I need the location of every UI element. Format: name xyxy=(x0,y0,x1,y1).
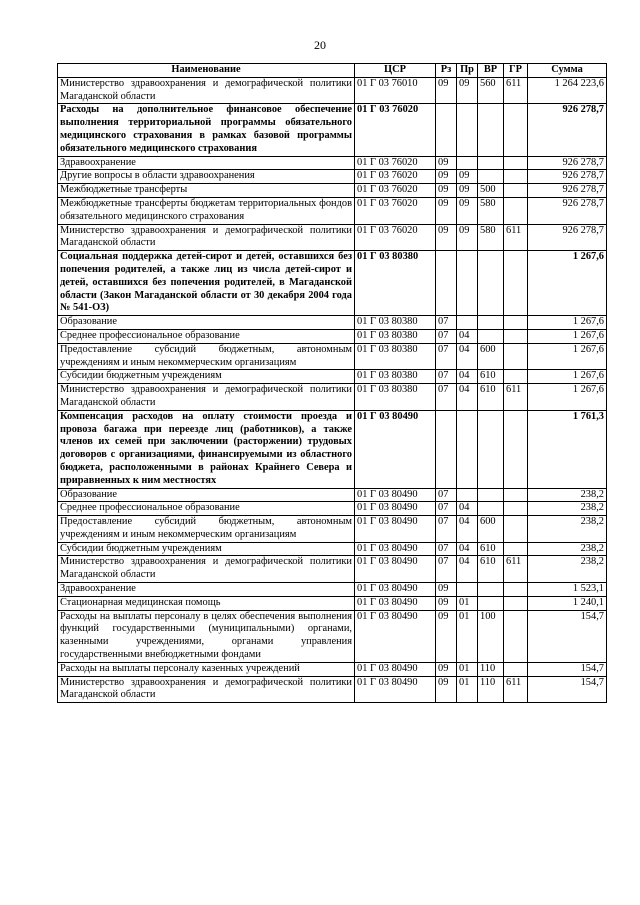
cell-rz: 07 xyxy=(436,384,457,411)
cell-gr: 611 xyxy=(504,384,528,411)
cell-gr xyxy=(504,542,528,556)
cell-vr: 580 xyxy=(478,197,504,224)
cell-csr: 01 Г 03 80380 xyxy=(355,343,436,370)
cell-gr xyxy=(504,197,528,224)
header-name: Наименование xyxy=(58,64,355,78)
cell-vr xyxy=(478,410,504,488)
cell-vr xyxy=(478,596,504,610)
cell-csr: 01 Г 03 76020 xyxy=(355,104,436,156)
cell-csr: 01 Г 03 80490 xyxy=(355,662,436,676)
table-row xyxy=(58,542,607,556)
table-row xyxy=(58,329,607,343)
cell-gr xyxy=(504,410,528,488)
cell-pr: 09 xyxy=(457,77,478,104)
cell-sum: 1 267,6 xyxy=(528,329,607,343)
cell-pr xyxy=(457,410,478,488)
cell-pr xyxy=(457,488,478,502)
cell-csr: 01 Г 03 80490 xyxy=(355,502,436,516)
cell-vr: 610 xyxy=(478,384,504,411)
table-row xyxy=(58,556,607,583)
cell-gr xyxy=(504,516,528,543)
cell-name: Министерство здравоохранения и демографической политики Магаданской области xyxy=(58,384,355,411)
table-row xyxy=(58,170,607,184)
cell-rz: 09 xyxy=(436,197,457,224)
header-row xyxy=(58,64,607,78)
cell-sum: 926 278,7 xyxy=(528,170,607,184)
cell-name: Министерство здравоохранения и демографической политики Магаданской области xyxy=(58,77,355,104)
table-body xyxy=(58,77,607,702)
cell-name: Министерство здравоохранения и демографической политики Магаданской области xyxy=(58,676,355,703)
cell-sum: 926 278,7 xyxy=(528,104,607,156)
cell-csr: 01 Г 03 80380 xyxy=(355,316,436,330)
cell-rz xyxy=(436,410,457,488)
cell-pr: 04 xyxy=(457,516,478,543)
cell-gr: 611 xyxy=(504,676,528,703)
cell-name: Здравоохранение xyxy=(58,583,355,597)
cell-vr xyxy=(478,104,504,156)
table-row xyxy=(58,516,607,543)
cell-sum: 1 267,6 xyxy=(528,316,607,330)
cell-pr: 01 xyxy=(457,596,478,610)
cell-name: Стационарная медицинская помощь xyxy=(58,596,355,610)
cell-csr: 01 Г 03 80490 xyxy=(355,516,436,543)
table-row xyxy=(58,251,607,316)
table-row xyxy=(58,662,607,676)
cell-rz xyxy=(436,104,457,156)
cell-pr: 09 xyxy=(457,184,478,198)
table-row xyxy=(58,410,607,488)
cell-name: Образование xyxy=(58,316,355,330)
cell-rz: 09 xyxy=(436,224,457,251)
table-row xyxy=(58,104,607,156)
cell-gr xyxy=(504,488,528,502)
cell-name: Министерство здравоохранения и демографической политики Магаданской области xyxy=(58,556,355,583)
table-row xyxy=(58,583,607,597)
page-number: 20 xyxy=(314,38,326,52)
cell-rz: 09 xyxy=(436,610,457,662)
cell-rz xyxy=(436,251,457,316)
cell-vr xyxy=(478,329,504,343)
cell-pr: 04 xyxy=(457,502,478,516)
cell-csr: 01 Г 03 76020 xyxy=(355,184,436,198)
cell-pr xyxy=(457,583,478,597)
cell-csr: 01 Г 03 80380 xyxy=(355,251,436,316)
cell-pr xyxy=(457,251,478,316)
cell-vr xyxy=(478,502,504,516)
cell-pr: 04 xyxy=(457,370,478,384)
cell-rz: 07 xyxy=(436,316,457,330)
cell-gr: 611 xyxy=(504,224,528,251)
cell-rz: 07 xyxy=(436,556,457,583)
cell-sum: 154,7 xyxy=(528,610,607,662)
cell-csr: 01 Г 03 80490 xyxy=(355,676,436,703)
cell-rz: 09 xyxy=(436,583,457,597)
cell-sum: 154,7 xyxy=(528,662,607,676)
table-row xyxy=(58,316,607,330)
cell-gr xyxy=(504,170,528,184)
cell-sum: 238,2 xyxy=(528,502,607,516)
cell-pr: 01 xyxy=(457,676,478,703)
cell-pr: 04 xyxy=(457,343,478,370)
table-row xyxy=(58,156,607,170)
cell-pr: 04 xyxy=(457,384,478,411)
table-row xyxy=(58,488,607,502)
cell-rz: 09 xyxy=(436,77,457,104)
cell-gr xyxy=(504,104,528,156)
cell-pr: 01 xyxy=(457,610,478,662)
cell-vr xyxy=(478,156,504,170)
cell-sum: 926 278,7 xyxy=(528,184,607,198)
cell-csr: 01 Г 03 80490 xyxy=(355,410,436,488)
cell-gr xyxy=(504,251,528,316)
cell-sum: 926 278,7 xyxy=(528,197,607,224)
cell-csr: 01 Г 03 76020 xyxy=(355,224,436,251)
cell-csr: 01 Г 03 80490 xyxy=(355,583,436,597)
header-gr: ГР xyxy=(504,64,528,78)
cell-rz: 07 xyxy=(436,542,457,556)
cell-csr: 01 Г 03 80380 xyxy=(355,384,436,411)
cell-name: Здравоохранение xyxy=(58,156,355,170)
cell-gr xyxy=(504,610,528,662)
cell-name: Министерство здравоохранения и демографической политики Магаданской области xyxy=(58,224,355,251)
cell-name: Другие вопросы в области здравоохранения xyxy=(58,170,355,184)
cell-rz: 07 xyxy=(436,502,457,516)
cell-gr xyxy=(504,583,528,597)
cell-vr: 600 xyxy=(478,516,504,543)
cell-sum: 1 267,6 xyxy=(528,343,607,370)
cell-name: Социальная поддержка детей-сирот и детей, оставшихся без попечения родителей, а также лиц из числа детей-сирот и детей, оставшихся без попечения родителей, в Магаданской области (Закон Магаданской области от 30 декабря 2004 года № 541-ОЗ) xyxy=(58,251,355,316)
cell-vr: 110 xyxy=(478,662,504,676)
header-sum: Сумма xyxy=(528,64,607,78)
cell-gr xyxy=(504,156,528,170)
cell-gr xyxy=(504,329,528,343)
header-rz: Рз xyxy=(436,64,457,78)
cell-vr: 580 xyxy=(478,224,504,251)
cell-sum: 1 267,6 xyxy=(528,370,607,384)
cell-gr xyxy=(504,662,528,676)
cell-vr: 560 xyxy=(478,77,504,104)
cell-vr: 500 xyxy=(478,184,504,198)
cell-rz: 09 xyxy=(436,596,457,610)
cell-name: Предоставление субсидий бюджетным, автономным учреждениям и иным некоммерческим организациям xyxy=(58,516,355,543)
table-row xyxy=(58,184,607,198)
cell-name: Среднее профессиональное образование xyxy=(58,502,355,516)
cell-pr xyxy=(457,156,478,170)
cell-rz: 09 xyxy=(436,184,457,198)
cell-sum: 1 240,1 xyxy=(528,596,607,610)
cell-sum: 238,2 xyxy=(528,556,607,583)
cell-pr xyxy=(457,104,478,156)
cell-rz: 07 xyxy=(436,516,457,543)
table-row xyxy=(58,224,607,251)
cell-name: Компенсация расходов на оплату стоимости проезда и провоза багажа при переезде лиц (работников), а также членов их семей при заключении (расторжении) трудовых договоров с организациями, финансируемыми из областного бюджета, расположенными в районах Крайнего Севера и приравненных к ним местностях xyxy=(58,410,355,488)
cell-csr: 01 Г 03 76020 xyxy=(355,197,436,224)
cell-pr: 04 xyxy=(457,556,478,583)
cell-vr: 610 xyxy=(478,542,504,556)
cell-vr: 100 xyxy=(478,610,504,662)
cell-pr: 09 xyxy=(457,197,478,224)
cell-rz: 09 xyxy=(436,662,457,676)
table-row xyxy=(58,343,607,370)
cell-csr: 01 Г 03 80490 xyxy=(355,488,436,502)
cell-csr: 01 Г 03 80490 xyxy=(355,610,436,662)
cell-vr xyxy=(478,251,504,316)
cell-pr: 09 xyxy=(457,170,478,184)
cell-name: Межбюджетные трансферты бюджетам территориальных фондов обязательного медицинского страхования xyxy=(58,197,355,224)
table-row xyxy=(58,384,607,411)
cell-csr: 01 Г 03 80490 xyxy=(355,596,436,610)
cell-name: Межбюджетные трансферты xyxy=(58,184,355,198)
table-row xyxy=(58,676,607,703)
cell-csr: 01 Г 03 80490 xyxy=(355,542,436,556)
cell-pr: 01 xyxy=(457,662,478,676)
cell-csr: 01 Г 03 76020 xyxy=(355,156,436,170)
cell-vr: 600 xyxy=(478,343,504,370)
cell-gr: 611 xyxy=(504,556,528,583)
cell-rz: 09 xyxy=(436,676,457,703)
cell-sum: 1 267,6 xyxy=(528,384,607,411)
header-csr: ЦСР xyxy=(355,64,436,78)
cell-pr: 04 xyxy=(457,542,478,556)
cell-csr: 01 Г 03 76010 xyxy=(355,77,436,104)
cell-gr: 611 xyxy=(504,77,528,104)
cell-sum: 1 264 223,6 xyxy=(528,77,607,104)
cell-vr xyxy=(478,316,504,330)
cell-name: Образование xyxy=(58,488,355,502)
cell-vr xyxy=(478,170,504,184)
header-pr: Пр xyxy=(457,64,478,78)
cell-pr: 04 xyxy=(457,329,478,343)
cell-csr: 01 Г 03 76020 xyxy=(355,170,436,184)
cell-rz: 09 xyxy=(436,156,457,170)
table-row xyxy=(58,370,607,384)
cell-gr xyxy=(504,596,528,610)
cell-vr: 110 xyxy=(478,676,504,703)
cell-sum: 238,2 xyxy=(528,516,607,543)
cell-gr xyxy=(504,343,528,370)
cell-csr: 01 Г 03 80380 xyxy=(355,329,436,343)
cell-sum: 238,2 xyxy=(528,542,607,556)
cell-name: Расходы на выплаты персоналу в целях обеспечения выполнения функций государственными (муниципальными) органами, казенными учреждениями, органами управления государственными внебюджетными фондами xyxy=(58,610,355,662)
table-row xyxy=(58,77,607,104)
cell-vr xyxy=(478,488,504,502)
cell-vr: 610 xyxy=(478,556,504,583)
table-row xyxy=(58,596,607,610)
cell-vr: 610 xyxy=(478,370,504,384)
cell-sum: 1 267,6 xyxy=(528,251,607,316)
cell-rz: 07 xyxy=(436,329,457,343)
cell-sum: 154,7 xyxy=(528,676,607,703)
cell-pr: 09 xyxy=(457,224,478,251)
cell-name: Расходы на выплаты персоналу казенных учреждений xyxy=(58,662,355,676)
cell-sum: 926 278,7 xyxy=(528,156,607,170)
cell-sum: 926 278,7 xyxy=(528,224,607,251)
cell-sum: 1 523,1 xyxy=(528,583,607,597)
cell-name: Среднее профессиональное образование xyxy=(58,329,355,343)
cell-sum: 238,2 xyxy=(528,488,607,502)
cell-gr xyxy=(504,316,528,330)
header-vr: ВР xyxy=(478,64,504,78)
budget-table xyxy=(57,63,607,703)
cell-csr: 01 Г 03 80380 xyxy=(355,370,436,384)
cell-vr xyxy=(478,583,504,597)
cell-sum: 1 761,3 xyxy=(528,410,607,488)
cell-name: Субсидии бюджетным учреждениям xyxy=(58,542,355,556)
cell-rz: 07 xyxy=(436,370,457,384)
table-row xyxy=(58,197,607,224)
cell-rz: 09 xyxy=(436,170,457,184)
cell-gr xyxy=(504,502,528,516)
table-row xyxy=(58,502,607,516)
cell-name: Предоставление субсидий бюджетным, автономным учреждениям и иным некоммерческим организациям xyxy=(58,343,355,370)
cell-name: Расходы на дополнительное финансовое обеспечение выполнения территориальной программы обязательного медицинского страхования в рамках базовой программы обязательного медицинского страхования xyxy=(58,104,355,156)
cell-rz: 07 xyxy=(436,343,457,370)
cell-gr xyxy=(504,184,528,198)
cell-pr xyxy=(457,316,478,330)
table-row xyxy=(58,610,607,662)
cell-name: Субсидии бюджетным учреждениям xyxy=(58,370,355,384)
cell-csr: 01 Г 03 80490 xyxy=(355,556,436,583)
cell-rz: 07 xyxy=(436,488,457,502)
cell-gr xyxy=(504,370,528,384)
